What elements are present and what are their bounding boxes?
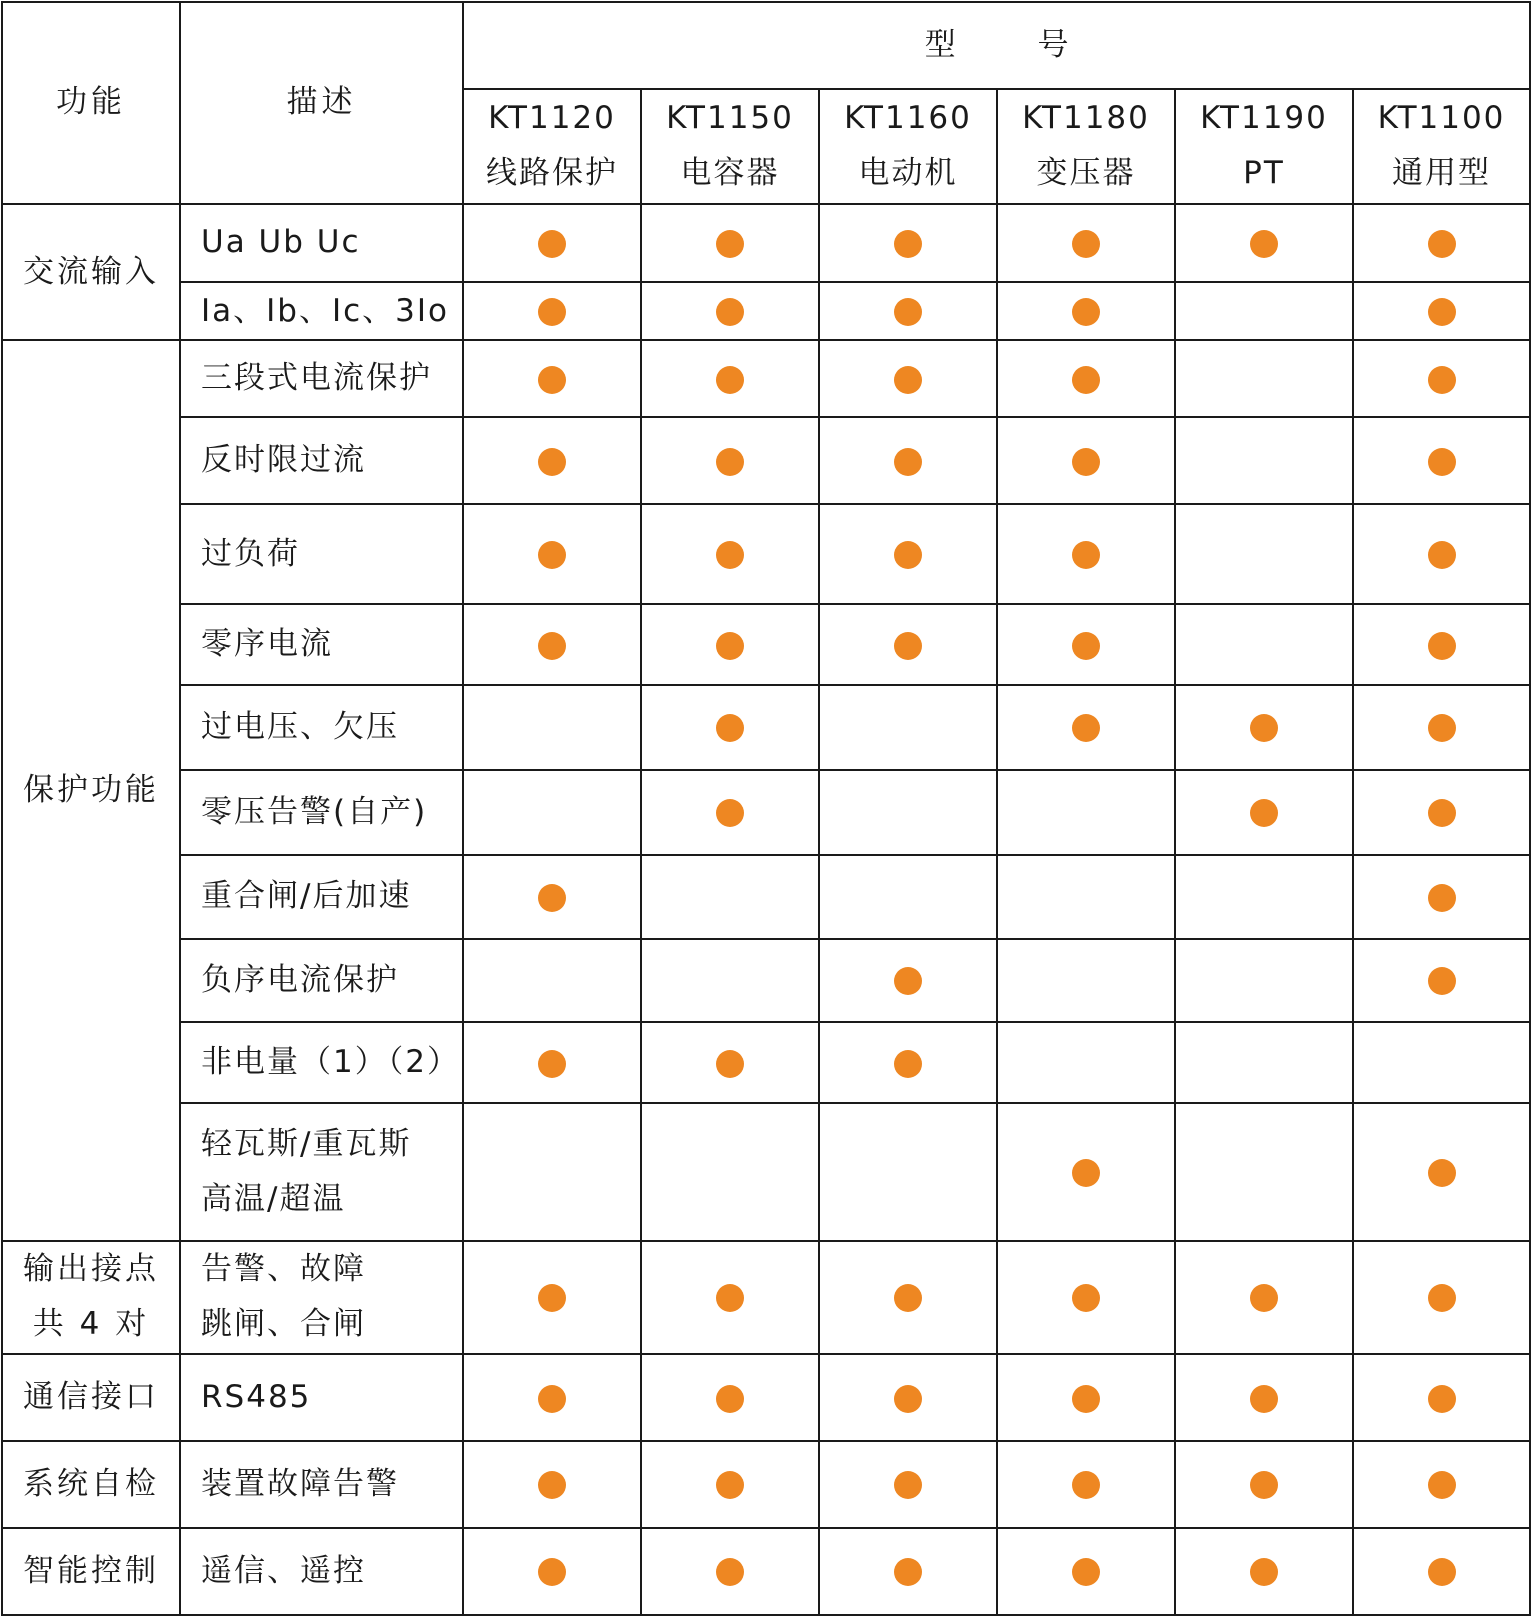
table-row (2, 1354, 1530, 1441)
mark-cell (641, 204, 819, 282)
description-cell (180, 1441, 463, 1528)
model-name: PT (1243, 155, 1285, 192)
filled-circle-icon (1250, 1385, 1278, 1413)
filled-circle-icon (716, 1471, 744, 1499)
text-line: RS485 (201, 1379, 312, 1416)
model-name: 电容器 (680, 155, 780, 192)
model-header-cell (463, 89, 641, 204)
mark-cell (1353, 1103, 1530, 1240)
filled-circle-icon (1428, 1385, 1456, 1413)
model-header-cell (997, 89, 1175, 204)
mark-cell (819, 204, 997, 282)
mark-cell (641, 685, 819, 770)
filled-circle-icon (538, 1471, 566, 1499)
table-row (2, 1441, 1530, 1528)
filled-circle-icon (538, 884, 566, 912)
filled-circle-icon (1428, 541, 1456, 569)
text-line: 零序电流 (201, 626, 333, 662)
description-cell (180, 855, 463, 939)
mark-cell (819, 1441, 997, 1528)
mark-cell (641, 939, 819, 1023)
mark-cell (1353, 417, 1530, 504)
mark-cell (819, 1022, 997, 1103)
filled-circle-icon (538, 366, 566, 394)
mark-cell (997, 340, 1175, 417)
mark-cell (641, 417, 819, 504)
mark-cell (819, 504, 997, 604)
filled-circle-icon (538, 1050, 566, 1078)
filled-circle-icon (894, 1050, 922, 1078)
mark-cell (1175, 504, 1353, 604)
text-line: 重合闸/后加速 (201, 878, 412, 915)
filled-circle-icon (716, 714, 744, 742)
mark-cell (641, 340, 819, 417)
model-header-cell (641, 89, 819, 204)
filled-circle-icon (716, 632, 744, 660)
mark-cell (1175, 417, 1353, 504)
mark-cell (819, 1103, 997, 1240)
text-line: 零压告警(自产) (201, 793, 428, 830)
mark-cell (1353, 1441, 1530, 1528)
function-cell (2, 1354, 180, 1441)
header-model: 型 号 (463, 2, 1530, 89)
mark-cell (1353, 604, 1530, 685)
filled-circle-icon (1250, 799, 1278, 827)
model-header-cell (1175, 89, 1353, 204)
mark-cell (641, 1022, 819, 1103)
model-name: 电动机 (858, 155, 958, 192)
filled-circle-icon (1072, 230, 1100, 258)
mark-cell (641, 1241, 819, 1355)
filled-circle-icon (716, 1385, 744, 1413)
mark-cell (1175, 1241, 1353, 1355)
mark-cell (1175, 1103, 1353, 1240)
filled-circle-icon (894, 1385, 922, 1413)
mark-cell (997, 504, 1175, 604)
filled-circle-icon (1072, 448, 1100, 476)
mark-cell (997, 204, 1175, 282)
mark-cell (463, 282, 641, 341)
filled-circle-icon (1250, 714, 1278, 742)
mark-cell (1353, 855, 1530, 939)
mark-cell (819, 340, 997, 417)
description-cell (180, 1354, 463, 1441)
header-row (2, 2, 1530, 89)
text-line: 系统自检 (23, 1465, 159, 1502)
description-cell (180, 939, 463, 1023)
filled-circle-icon (894, 632, 922, 660)
filled-circle-icon (1072, 298, 1100, 326)
mark-cell (1353, 204, 1530, 282)
mark-cell (819, 1241, 997, 1355)
mark-cell (463, 939, 641, 1023)
description-cell (180, 770, 463, 855)
filled-circle-icon (894, 541, 922, 569)
model-code: KT1160 (844, 100, 972, 137)
mark-cell (1175, 1354, 1353, 1441)
text-line: 三段式电流保护 (201, 360, 432, 397)
mark-cell (1175, 1528, 1353, 1615)
mark-cell (1175, 282, 1353, 341)
filled-circle-icon (1072, 1159, 1100, 1187)
function-cell (2, 1528, 180, 1615)
mark-cell (463, 1528, 641, 1615)
mark-cell (1175, 340, 1353, 417)
filled-circle-icon (1072, 1385, 1100, 1413)
filled-circle-icon (894, 366, 922, 394)
filled-circle-icon (1428, 1284, 1456, 1312)
table-row (2, 1241, 1530, 1355)
text-line: 智能控制 (23, 1552, 159, 1589)
mark-cell (641, 855, 819, 939)
filled-circle-icon (716, 230, 744, 258)
mark-cell (997, 1241, 1175, 1355)
model-name: 通用型 (1392, 155, 1492, 192)
mark-cell (463, 417, 641, 504)
table-row (2, 204, 1530, 282)
mark-cell (819, 1528, 997, 1615)
text-line: 保护功能 (23, 772, 159, 808)
mark-cell (1353, 1241, 1530, 1355)
mark-cell (463, 1103, 641, 1240)
mark-cell (819, 417, 997, 504)
mark-cell (997, 417, 1175, 504)
mark-cell (997, 855, 1175, 939)
description-cell (180, 604, 463, 685)
filled-circle-icon (1428, 967, 1456, 995)
filled-circle-icon (894, 967, 922, 995)
description-cell (180, 1241, 463, 1355)
model-code: KT1100 (1377, 100, 1506, 137)
text-line: 跳闸、合闸 (201, 1306, 366, 1343)
table-row (2, 939, 1530, 1023)
filled-circle-icon (716, 541, 744, 569)
model-header-cell (819, 89, 997, 204)
mark-cell (1353, 1354, 1530, 1441)
text-line: 通信接口 (23, 1379, 159, 1416)
filled-circle-icon (538, 541, 566, 569)
model-name: 变压器 (1036, 155, 1136, 192)
filled-circle-icon (538, 448, 566, 476)
mark-cell (463, 685, 641, 770)
text-line: 过负荷 (201, 535, 300, 572)
model-code: KT1150 (666, 100, 794, 137)
text-line: 非电量（1）（2） (201, 1044, 460, 1081)
mark-cell (1353, 685, 1530, 770)
mark-cell (641, 1441, 819, 1528)
mark-cell (997, 282, 1175, 341)
filled-circle-icon (1428, 799, 1456, 827)
description-cell (180, 1528, 463, 1615)
table-row (2, 1103, 1530, 1240)
mark-cell (997, 604, 1175, 685)
mark-cell (463, 855, 641, 939)
filled-circle-icon (1072, 714, 1100, 742)
text-line: 负序电流保护 (201, 961, 399, 998)
mark-cell (1353, 340, 1530, 417)
filled-circle-icon (1428, 1471, 1456, 1499)
filled-circle-icon (1428, 884, 1456, 912)
mark-cell (819, 1354, 997, 1441)
text-line: 高温/超温 (201, 1181, 346, 1217)
text-line: 告警、故障 (201, 1251, 366, 1288)
model-code: KT1190 (1200, 100, 1328, 137)
filled-circle-icon (1250, 1284, 1278, 1312)
mark-cell (463, 504, 641, 604)
filled-circle-icon (716, 1284, 744, 1312)
mark-cell (1175, 770, 1353, 855)
mark-cell (1353, 770, 1530, 855)
filled-circle-icon (894, 1558, 922, 1586)
filled-circle-icon (894, 298, 922, 326)
table-row (2, 685, 1530, 770)
mark-cell (1175, 685, 1353, 770)
filled-circle-icon (716, 1050, 744, 1078)
function-cell (2, 340, 180, 1240)
mark-cell (641, 504, 819, 604)
mark-cell (641, 770, 819, 855)
filled-circle-icon (1250, 1471, 1278, 1499)
description-cell (180, 1103, 463, 1240)
model-code: KT1120 (488, 100, 616, 137)
mark-cell (641, 604, 819, 685)
table-row (2, 1022, 1530, 1103)
text-line: 遥信、遥控 (201, 1552, 366, 1589)
filled-circle-icon (894, 230, 922, 258)
function-cell (2, 1241, 180, 1355)
filled-circle-icon (1072, 541, 1100, 569)
model-header-cell (1353, 89, 1530, 204)
filled-circle-icon (716, 366, 744, 394)
mark-cell (1175, 1441, 1353, 1528)
description-cell (180, 685, 463, 770)
mark-cell (463, 1354, 641, 1441)
filled-circle-icon (538, 230, 566, 258)
mark-cell (997, 685, 1175, 770)
filled-circle-icon (1250, 230, 1278, 258)
table-row (2, 604, 1530, 685)
mark-cell (1353, 1528, 1530, 1615)
filled-circle-icon (716, 799, 744, 827)
filled-circle-icon (1428, 1159, 1456, 1187)
filled-circle-icon (538, 632, 566, 660)
mark-cell (1353, 504, 1530, 604)
table-row (2, 1528, 1530, 1615)
description-cell (180, 204, 463, 282)
mark-cell (997, 1528, 1175, 1615)
table-row (2, 770, 1530, 855)
mark-cell (463, 770, 641, 855)
description-cell (180, 1022, 463, 1103)
mark-cell (819, 282, 997, 341)
model-code: KT1180 (1022, 100, 1150, 137)
filled-circle-icon (538, 1284, 566, 1312)
mark-cell (997, 1354, 1175, 1441)
filled-circle-icon (1428, 298, 1456, 326)
text-line: 装置故障告警 (201, 1465, 399, 1502)
filled-circle-icon (1428, 230, 1456, 258)
filled-circle-icon (1428, 632, 1456, 660)
table-row (2, 417, 1530, 504)
mark-cell (1175, 204, 1353, 282)
mark-cell (641, 1354, 819, 1441)
mark-cell (1353, 939, 1530, 1023)
mark-cell (1175, 604, 1353, 685)
mark-cell (819, 855, 997, 939)
filled-circle-icon (1428, 366, 1456, 394)
filled-circle-icon (1250, 1558, 1278, 1586)
function-cell (2, 204, 180, 340)
filled-circle-icon (538, 1558, 566, 1586)
function-model-table (1, 1, 1531, 1616)
text-line: Ua Ub Uc (201, 224, 361, 261)
text-line: 轻瓦斯/重瓦斯 (201, 1125, 412, 1162)
mark-cell (1175, 939, 1353, 1023)
description-cell (180, 340, 463, 417)
model-name: 线路保护 (486, 155, 618, 192)
mark-cell (997, 770, 1175, 855)
mark-cell (463, 1241, 641, 1355)
filled-circle-icon (538, 1385, 566, 1413)
mark-cell (463, 1022, 641, 1103)
description-cell (180, 282, 463, 341)
mark-cell (997, 1022, 1175, 1103)
mark-cell (997, 1103, 1175, 1240)
text-line: 输出接点 (23, 1251, 159, 1288)
mark-cell (819, 604, 997, 685)
mark-cell (819, 939, 997, 1023)
table-row (2, 282, 1530, 341)
mark-cell (463, 340, 641, 417)
table-row (2, 855, 1530, 939)
filled-circle-icon (1428, 1558, 1456, 1586)
filled-circle-icon (894, 448, 922, 476)
mark-cell (997, 1441, 1175, 1528)
filled-circle-icon (1072, 1558, 1100, 1586)
filled-circle-icon (1072, 1284, 1100, 1312)
filled-circle-icon (894, 1284, 922, 1312)
header-description: 描述 (180, 2, 463, 204)
filled-circle-icon (1428, 714, 1456, 742)
text-line: 过电压、欠压 (201, 708, 399, 745)
mark-cell (463, 604, 641, 685)
mark-cell (997, 939, 1175, 1023)
mark-cell (819, 685, 997, 770)
text-line: 交流输入 (23, 253, 159, 290)
table-row (2, 340, 1530, 417)
mark-cell (1175, 1022, 1353, 1103)
description-cell (180, 417, 463, 504)
mark-cell (1353, 282, 1530, 341)
text-line: Ia、Ib、Ic、3Io (201, 292, 449, 329)
filled-circle-icon (1072, 1471, 1100, 1499)
table-row (2, 504, 1530, 604)
function-cell (2, 1441, 180, 1528)
mark-cell (1353, 1022, 1530, 1103)
text-line: 共 4 对 (32, 1306, 150, 1343)
mark-cell (641, 1103, 819, 1240)
text-line: 反时限过流 (201, 442, 366, 479)
filled-circle-icon (1072, 366, 1100, 394)
mark-cell (1175, 855, 1353, 939)
mark-cell (641, 1528, 819, 1615)
filled-circle-icon (1072, 632, 1100, 660)
filled-circle-icon (538, 298, 566, 326)
header-function: 功能 (2, 2, 180, 204)
mark-cell (641, 282, 819, 341)
filled-circle-icon (716, 1558, 744, 1586)
filled-circle-icon (716, 448, 744, 476)
filled-circle-icon (894, 1471, 922, 1499)
mark-cell (819, 770, 997, 855)
mark-cell (463, 1441, 641, 1528)
filled-circle-icon (716, 298, 744, 326)
description-cell (180, 504, 463, 604)
mark-cell (463, 204, 641, 282)
filled-circle-icon (1428, 448, 1456, 476)
